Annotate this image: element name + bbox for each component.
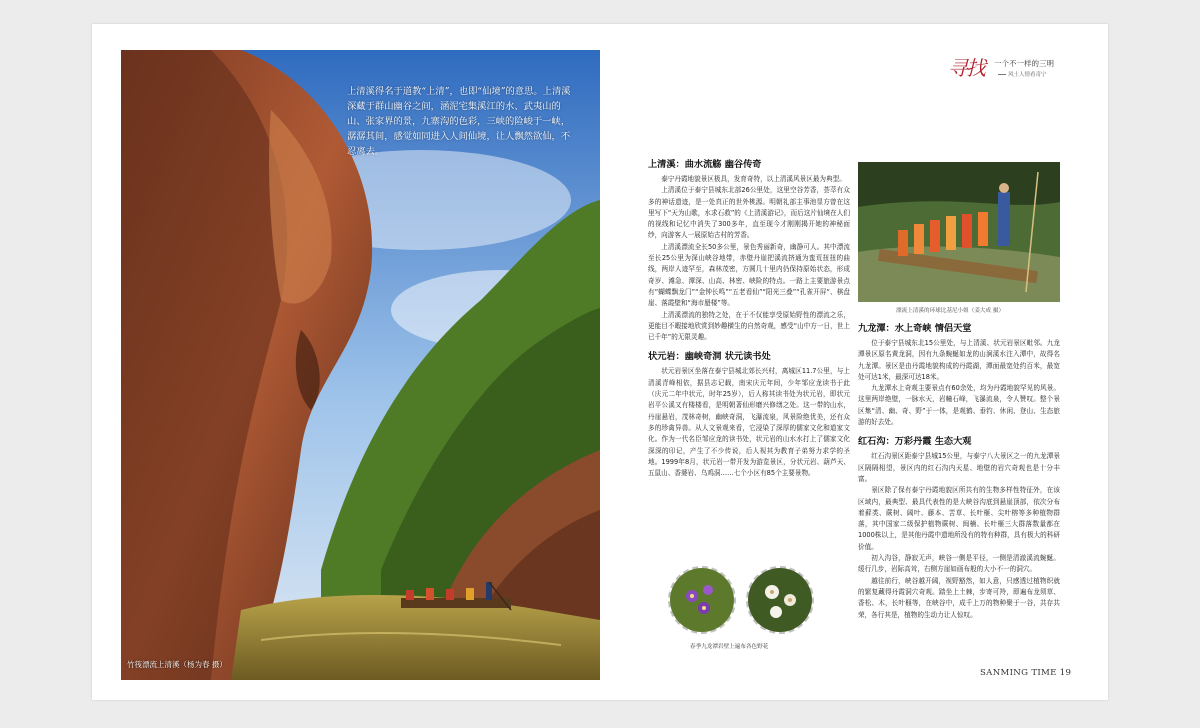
white-flower-illustration xyxy=(748,568,812,632)
paragraph: 上清溪漂流全长50多公里，景色秀丽新奇，幽静可人。其中漂流至长25公里为深山峡谷地带，赤壁丹崖把溪流挤通为蛮荒扭扭的曲线，两岸人迹罕至，森林茂密，方圆几十里内仍保持原始状态，形成奇岁、滩急、潭深、山高、林密、峡险的特点。一路上主要旅游景点有“蝴蝶飘龙门”“金钟长鸣”“五老看仙”“阳光三叠”“孔雀开屏“、棋盘崖、落霞壁和“海市蜃楼”等。 xyxy=(648,242,850,308)
paragraph: 上清溪位于泰宁县城东北部26公里处，这里空谷芳香，荟萃有众多的神话遗迹，是一处真正的世外桃源。明朝礼部主事池显方曾在这里写下“天为山歌，水求石救”的《上清溪游记》，而后这片仙境在人们的视线和记忆中消失了300多年，直至现今才刚刚揭开她的神秘面纱，向游客人一展原始古村的芳香。 xyxy=(648,186,850,240)
photo-caption: 竹筏漂流上清溪（杨为春 摄） xyxy=(127,660,227,669)
paragraph: 位于泰宁县城东北15公里处，与上清溪、状元岩景区毗邻。九龙潭景区原名黄龙洞，因有九条蜿蜒如龙的山涧溪水注入潭中，故得名九龙潭。景区是由丹霞地貌构成的丹霞湖，潭面最宽处约百米，最宽处可达1米，最深可达18米。 xyxy=(858,339,1060,381)
rafting-illustration xyxy=(858,162,1060,302)
paragraph: 状元岩景区坐落在泰宁县城北郊长兴村，离城区11.7公里，与上清溪青峰相依，据县志记载，南宋庆元年间，少年邹应龙读书于此（庆元二年中状元，时年25岁），后人称其读书处为状元岩，即状元岩平公溪又有楼楼看，是明朝著仙形磨兴修缮之处。这一带的山水，丹崖悬岩，茂林奇树，幽峡奇洞，飞瀑流泉，风景险绝优美，还有众多的珍禽异兽。从人文景观来看，它浸染了深厚的儒家文化和道家文化。作为一代名臣邹应龙的读书处，状元岩的山水水打上了儒家文化深深的印记，产生了不少传说，后人视其为教育子弟努力求学的圣地。1999年8月，状元岩一带开发为游览景区，分状元岩、葫芦天、五鼠山、香婆岩、乌鸡洞……七个小区有85个主要景物。 xyxy=(648,367,850,478)
purple-flower-illustration xyxy=(670,568,734,632)
main-photo xyxy=(121,50,600,680)
paragraph: 上清溪漂流的独特之处，在于不仅能享受原始野性的漂流之乐，更能目不暇接地欣赏到妙趣横生的自然奇观，感受“山中方一日，世上已千年”的无限灵趣。 xyxy=(648,310,850,342)
rafting-photo-caption: 漂流上清溪的环球比基尼小姐（姜大成 摄） xyxy=(896,308,1005,314)
flower-caption: 春季九龙潭岩壁上遍布各色野花 xyxy=(690,644,769,650)
section-heading-zhuangyuanyan: 状元岩：幽峡奇洞 状元读书处 xyxy=(648,351,771,363)
flower-photo-white xyxy=(746,566,814,634)
section-logo xyxy=(948,52,1068,86)
section-heading-jiulongtan: 九龙潭：水上奇峡 情侣天堂 xyxy=(858,323,972,334)
paragraph: 初入沟谷，静寂无声，峡谷一侧是平径，一侧是清澈溪流蜿蜒。缓行几步，岩际高耸，右侧方崖如画布般的大小不一的洞穴。 xyxy=(858,554,1060,574)
logo-subtagline: 风土人情看奇宁 xyxy=(998,70,1047,78)
article-column-2 xyxy=(858,322,1060,621)
article-column-1 xyxy=(648,158,850,479)
rafting-photo xyxy=(858,162,1060,302)
page-footer: SANMING TIME 19 xyxy=(980,668,1072,678)
flower-photo-purple xyxy=(668,566,736,634)
paragraph: 泰宁丹霞地貌景区极具，发育奇特，以上清溪风景区最为典型。 xyxy=(661,175,846,183)
photo-overlay-text: 上清溪得名于道教“上清”，也即“仙境”的意思。上清溪深藏于群山幽谷之间，涵泥宅集溪江的水、武夷山的山、张家界的景，九寨沟的色彩，三峡的险峻于一峡，潺潺其间，感觉如同进入人间仙境，让人飘然欲仙，不忍离去。 xyxy=(347,86,571,157)
section-heading-shangqingxi: 上清溪：曲水流觞 幽谷传奇 xyxy=(648,159,762,170)
section-heading-hongshigou: 红石沟：万彩丹霞 生态大观 xyxy=(858,436,972,448)
logo-tagline: 一个不一样的三明 xyxy=(994,59,1054,68)
paragraph: 红石沟景区距泰宁县城15公里，与泰宁八大景区之一的九龙潭景区隔隔相望，景区内的红石沟内天星、地壁的岩穴奇观也是十分丰富。 xyxy=(858,452,1060,483)
paragraph: 越往前行，峡谷越开阔，视野豁然，如人意，只感透过植物织就的繁复藏得丹霞洞穴奇观。踏坐上土棘，步寄可羚，即遍布龙须草、香松、木，长叶榧等，在峡谷中，成千上万的物种聚于一谷，共存共荣，各行其是，植物的生动力让人惊叹。 xyxy=(858,576,1060,619)
paragraph: 景区除了保有泰宁丹霞地貌区所共有的生物多样性特征外，在该区域内，最典型、最具代表性的是大峡谷沟底到悬崖顶部，依次分布着藓类、蕨树、阔叶、藤本、苦草、长叶榧、尖叶榕等多种植物群落，其中国家二级保护植物蕨树、闽楠、长叶榧三大群落数量都在1000株以上，是其他丹霞中遗地所没有的特有种群，具有极大的科研价值。 xyxy=(858,486,1060,551)
logo-calligraphy: 寻找 xyxy=(948,56,984,80)
paragraph: 九龙潭水上奇观主要景点有60余处，均为丹霞地貌罕见的风景。这里两岸绝壁，一脉水天，岩幢石峰，飞瀑流泉，令人赞叹。整个景区集“清、幽、奇、野”于一体，是观鹤、垂钓、休闲、登山、生态旅游的好去处。 xyxy=(858,384,1060,427)
